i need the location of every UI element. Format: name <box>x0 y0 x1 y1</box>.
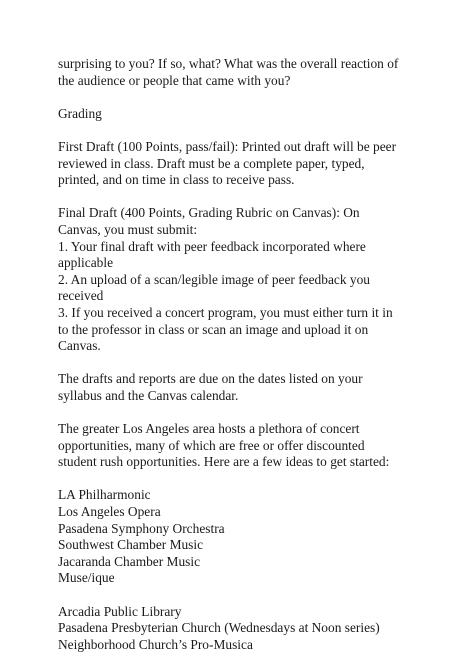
text-line: 2. An upload of a scan/legible image of peer feedback you <box>58 271 370 287</box>
text-line: 1. Your final draft with peer feedback incorporated where <box>58 238 366 254</box>
list-item: Pasadena Symphony Orchestra <box>58 520 225 536</box>
text-line: printed, and on time in class to receive pass. <box>58 172 295 188</box>
document-body <box>58 56 458 670</box>
text-line: Canvas. <box>58 338 101 354</box>
list-item: Jacaranda Chamber Music <box>58 553 201 569</box>
text-line: to the professor in class or scan an image and upload it on <box>58 321 369 337</box>
text-line: 3. If you received a concert program, you must either turn it in <box>58 304 393 320</box>
paragraph-first-draft <box>58 139 458 189</box>
text-line: Canvas, you must submit: <box>58 221 198 237</box>
text-line: Final Draft (400 Points, Grading Rubric on Canvas): On <box>58 205 360 221</box>
venue-list-2 <box>58 604 458 654</box>
paragraph-final-draft <box>58 205 458 354</box>
list-item: Los Angeles Opera <box>58 504 161 520</box>
text-line: applicable <box>58 255 114 271</box>
heading-text: Grading <box>58 105 102 121</box>
text-line: The drafts and reports are due on the dates listed on your <box>58 371 363 387</box>
list-item: Arcadia Public Library <box>58 603 182 619</box>
text-line: opportunities, many of which are free or offer discounted <box>58 437 365 453</box>
text-line: First Draft (100 Points, pass/fail): Printed out draft will be peer <box>58 138 397 154</box>
text-line: the audience or people that came with you? <box>58 72 291 88</box>
list-item: LA Philharmonic <box>58 487 151 503</box>
grading-heading <box>58 106 458 123</box>
list-item: Muse/ique <box>58 570 115 586</box>
venue-list-1 <box>58 487 458 587</box>
text-line: surprising to you? If so, what? What was the overall reaction of <box>58 56 399 71</box>
text-line: syllabus and the Canvas calendar. <box>58 387 239 403</box>
list-item: Neighborhood Church’s Pro-Musica <box>58 636 253 652</box>
text-line: reviewed in class. Draft must be a complete paper, typed, <box>58 155 365 171</box>
paragraph-concert-intro <box>58 421 458 471</box>
text-line: The greater Los Angeles area hosts a plethora of concert <box>58 421 360 437</box>
list-item: Pasadena Presbyterian Church (Wednesdays at Noon series) <box>58 620 380 636</box>
list-item: Southwest Chamber Music <box>58 537 204 553</box>
paragraph-due-dates <box>58 371 458 404</box>
paragraph-intro-continued <box>58 56 458 89</box>
text-line: received <box>58 288 104 304</box>
text-line: student rush opportunities. Here are a few ideas to get started: <box>58 454 390 470</box>
